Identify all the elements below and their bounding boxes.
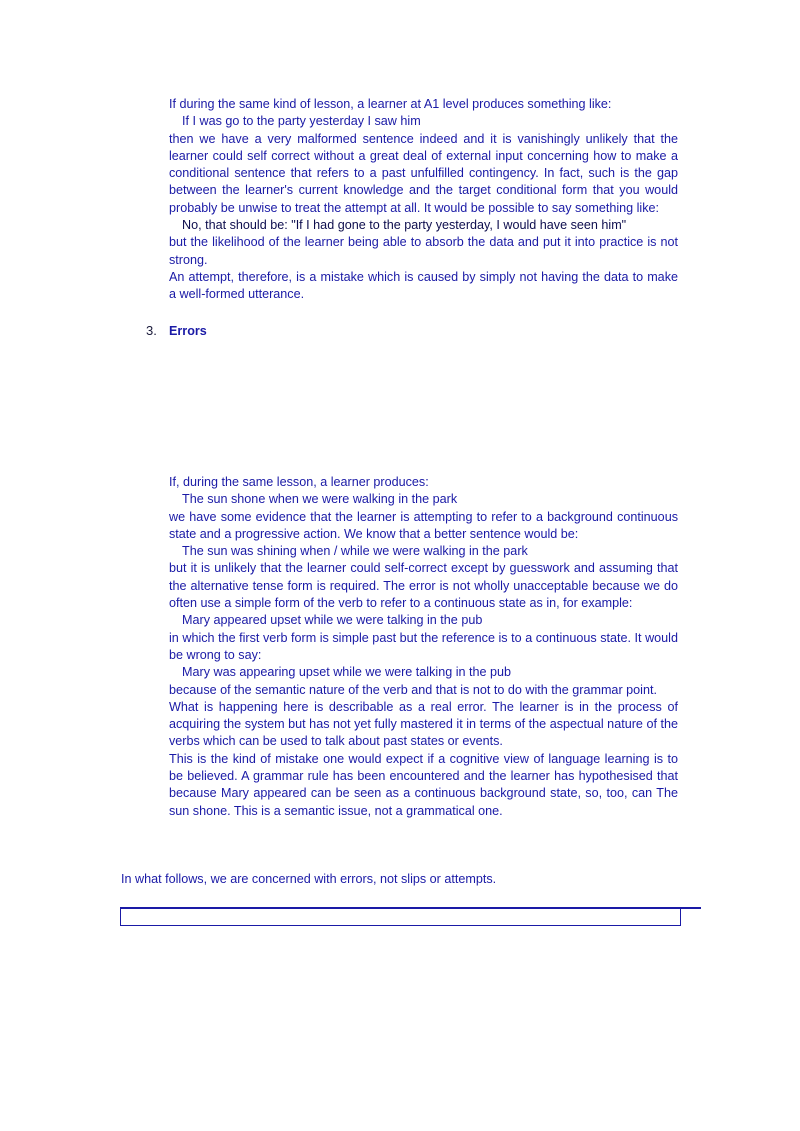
- attempts-paragraph-2: but the likelihood of the learner being able to absorb the data and put it into practice is not strong.: [169, 235, 678, 267]
- errors-heading-title: Errors: [169, 324, 207, 338]
- errors-paragraph-4: because of the semantic nature of the verb and that is not to do with the grammar point.: [169, 682, 657, 697]
- errors-example-4: Mary was appearing upset while we were talking in the pub: [182, 665, 512, 680]
- errors-section: [169, 474, 678, 820]
- footer-rule-box: [120, 907, 681, 926]
- errors-example-3: Mary appeared upset while we were talking in the pub: [182, 613, 483, 628]
- attempts-paragraph-1: then we have a very malformed sentence indeed and it is vanishingly unlikely that the learner could self correct without a great deal of external input concerning how to make a conditional sentence that refers to a past unfulfilled contingency. In fact, such is the gap between the learner's current knowledge and the target conditional form that you would probably be unwise to treat the attempt at all. It would be possible to say something like:: [169, 131, 678, 215]
- footer-rule-extension: [678, 907, 701, 909]
- errors-paragraph-1: we have some evidence that the learner is attempting to refer to a background continuous state and a progressive action. We know that a better sentence would be:: [169, 509, 678, 541]
- errors-paragraph-5: What is happening here is describable as a real error. The learner is in the process of acquiring the system but has not yet fully mastered it in terms of the aspectual nature of the verbs which can be used to talk about past states or events.: [169, 699, 678, 749]
- attempts-section: [169, 96, 678, 304]
- attempts-intro: If during the same kind of lesson, a learner at A1 level produces something like:: [169, 97, 612, 111]
- attempts-example-2: No, that should be: "If I had gone to the party yesterday, I would have seen him": [182, 218, 627, 233]
- errors-paragraph-6: This is the kind of mistake one would expect if a cognitive view of language learning is to be believed. A grammar rule has been encountered and the learner has hypothesised that because Mary appeared can be seen as a continuous background state, so, too, can The sun shone. This is a semantic issue, not a grammatical one.: [169, 751, 678, 818]
- errors-intro: If, during the same lesson, a learner produces:: [169, 475, 429, 489]
- errors-heading: [146, 322, 207, 340]
- errors-paragraph-3: in which the first verb form is simple past but the reference is to a continuous state. It would be wrong to say:: [169, 630, 678, 662]
- closing-statement: In what follows, we are concerned with errors, not slips or attempts.: [121, 872, 497, 886]
- attempts-paragraph-3: An attempt, therefore, is a mistake which is caused by simply not having the data to make a well-formed utterance.: [169, 269, 678, 302]
- errors-heading-number: 3.: [146, 323, 157, 338]
- errors-paragraph-2: but it is unlikely that the learner could self-correct except by guesswork and assuming that the alternative tense form is required. The error is not wholly unacceptable because we do often use a simple form of the verb to refer to a continuous state as in, for example:: [169, 561, 678, 611]
- errors-example-1: The sun shone when we were walking in the park: [182, 492, 458, 507]
- errors-example-2: The sun was shining when / while we were walking in the park: [182, 544, 528, 559]
- attempts-example-1: If I was go to the party yesterday I saw him: [182, 114, 421, 129]
